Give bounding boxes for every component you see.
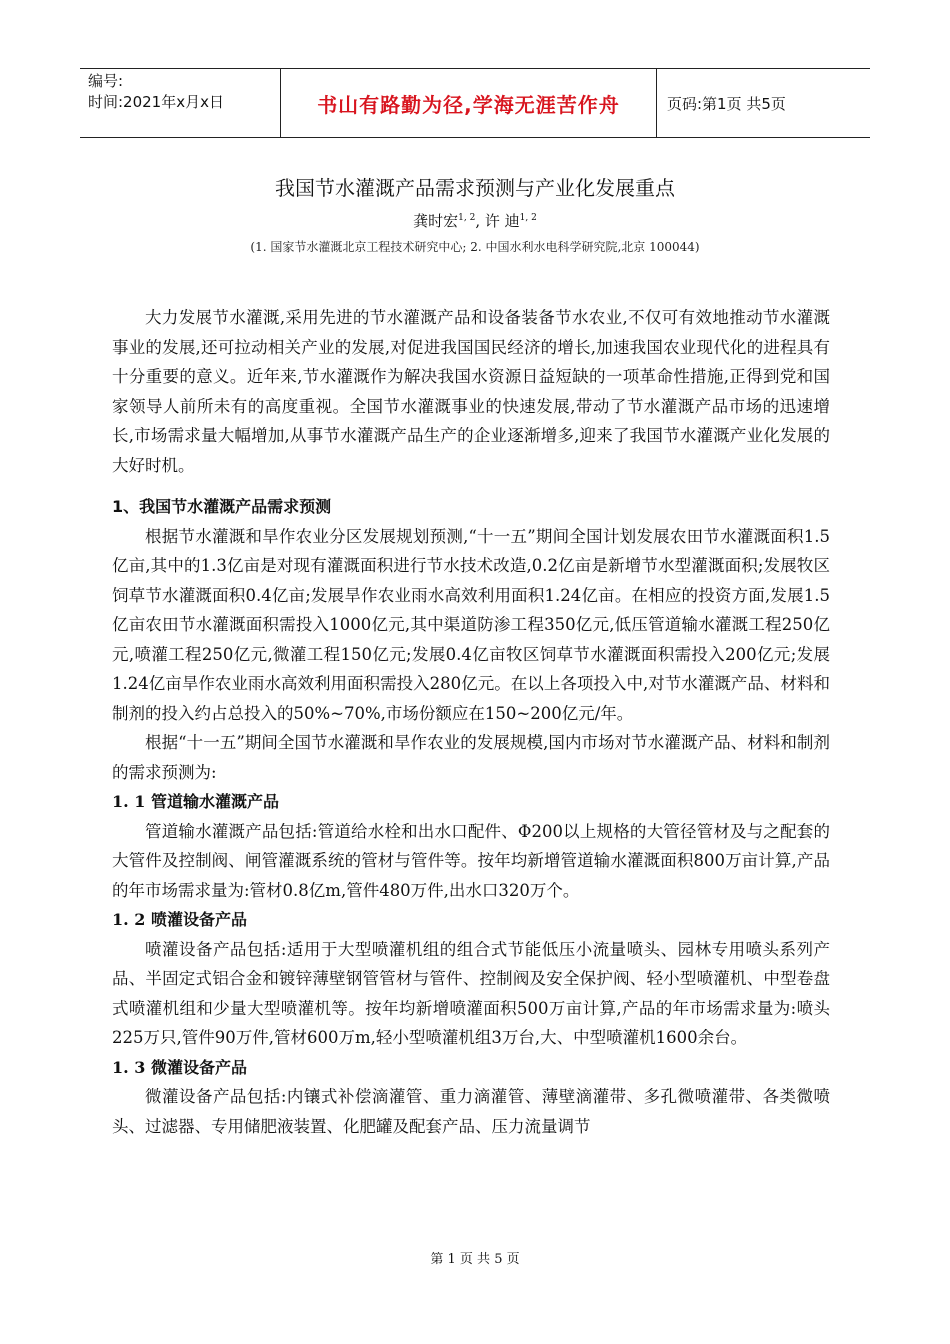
article-body (112, 303, 830, 1141)
intro-paragraph: 大力发展节水灌溉,采用先进的节水灌溉产品和设备装备节水农业,不仅可有效地推动节水灌溉事业的发展,还可拉动相关产业的发展,对促进我国国民经济的增长,加速我国农业现代化的进程具有十分重要的意义。近年来,节水灌溉作为解决我国水资源日益短缺的一项革命性措施,正得到党和国家领导人前所未有的高度重视。全国节水灌溉事业的快速发展,带动了节水灌溉产品市场的迅速增长,市场需求量大幅增加,从事节水灌溉产品生产的企业逐渐增多,迎来了我国节水灌溉产业化发展的大好时机。 (112, 308, 830, 475)
section-heading: 1、我国节水灌溉产品需求预测 (112, 497, 332, 516)
author-affil-mark: 1, 2 (458, 213, 476, 223)
page-footer: 第 1 页 共 5 页 (430, 1252, 520, 1267)
subsection-heading: 1. 1 管道输水灌溉产品 (112, 792, 279, 811)
paragraph: 微灌设备产品包括:内镶式补偿滴灌管、重力滴灌管、薄壁滴灌带、多孔微喷灌带、各类微喷头、过滤器、专用储肥液装置、化肥罐及配套产品、压力流量调节 (112, 1087, 830, 1136)
author-name: 龚时宏 (413, 212, 459, 230)
header-page-info: 页码:第1页 共5页 (667, 94, 786, 113)
subsection-heading: 1. 2 喷灌设备产品 (112, 910, 247, 929)
authors: 龚时宏$^{1, 2}$, 许 迪$^{1, 2}$ (413, 212, 537, 230)
date-label: 时间:2021年x月x日 (88, 93, 224, 111)
paragraph: 根据节水灌溉和旱作农业分区发展规划预测,“十一五”期间全国计划发展农田节水灌溉面积1.5亿亩,其中的1.3亿亩是对现有灌溉面积进行节水技术改造,0.2亿亩是新增节水型灌溉面积;发展牧区饲草节水灌溉面积0.4亿亩;发展旱作农业雨水高效利用面积1.24亿亩。在相应的投资方面,发展1.5亿亩农田节水灌溉面积需投入1000亿元,其中渠道防渗工程350亿元,低压管道输水灌溉工程250亿元,喷灌工程250亿元,微灌工程150亿元;发展0.4亿亩牧区饲草节水灌溉面积需投入200亿元;发展1.24亿亩旱作农业雨水高效利用面积需投入280亿元。在以上各项投入中,对节水灌溉产品、材料和制剂的投入约占总投入的50%~70%,市场份额应在150~200亿元/年。 (112, 526, 830, 723)
page-header (80, 68, 870, 138)
number-label: 编号: (88, 72, 124, 90)
article-title: 我国节水灌溉产品需求预测与产业化发展重点 (275, 176, 675, 200)
author-name: 许 迪 (484, 212, 520, 230)
affiliation: (1. 国家节水灌溉北京工程技术研究中心; 2. 中国水利水电科学研究院,北京 100044) (250, 240, 700, 254)
header-meta (80, 69, 280, 137)
paragraph: 喷灌设备产品包括:适用于大型喷灌机组的组合式节能低压小流量喷头、园林专用喷头系列产品、半固定式铝合金和镀锌薄壁钢管管材与管件、控制阀及安全保护阀、轻小型喷灌机、中型卷盘式喷灌机组和少量大型喷灌机等。按年均新增喷灌面积500万亩计算,产品的年市场需求量为:喷头225万只,管件90万件,管材600万m,轻小型喷灌机组3万台,大、中型喷灌机1600余台。 (112, 939, 830, 1047)
paragraph: 根据“十一五”期间全国节水灌溉和旱作农业的发展规模,国内市场对节水灌溉产品、材料和制剂的需求预测为: (112, 733, 830, 782)
subsection-heading: 1. 3 微灌设备产品 (112, 1057, 247, 1077)
header-motto: 书山有路勤为径,学海无涯苦作舟 (280, 69, 657, 137)
author-affil-mark: 1, 2 (519, 213, 537, 223)
paragraph: 管道输水灌溉产品包括:管道给水栓和出水口配件、Φ200以上规格的大管径管材及与之配套的大管件及控制阀、闸管灌溉系统的管材与管件等。按年均新增管道输水灌溉面积800万亩计算,产品的年市场需求量为:管材0.8亿m,管件480万件,出水口320万个。 (112, 821, 830, 900)
